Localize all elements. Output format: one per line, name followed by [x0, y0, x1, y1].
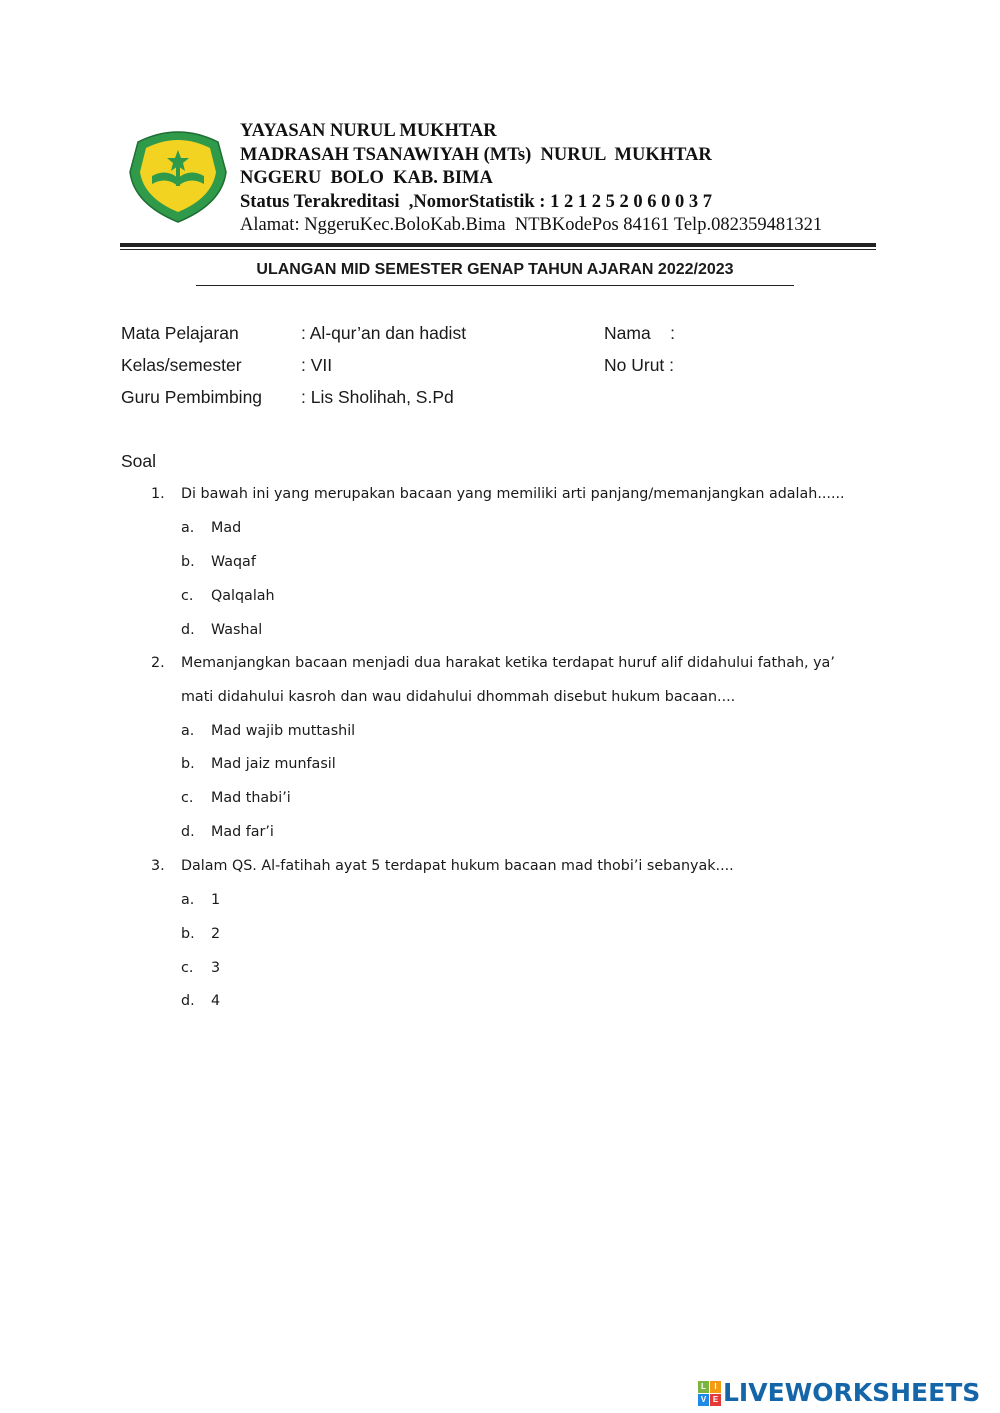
option-letter: d. — [181, 622, 195, 638]
student-number-field[interactable]: No Urut : — [604, 355, 675, 375]
question-number: 2. — [151, 655, 165, 671]
answer-option[interactable]: Mad far’i — [211, 824, 274, 840]
answer-option[interactable]: Mad jaiz munfasil — [211, 756, 336, 772]
question-number: 3. — [151, 858, 165, 874]
liveworksheets-icon: L I V E — [698, 1381, 720, 1405]
answer-option[interactable]: Qalqalah — [211, 588, 275, 604]
option-letter: c. — [181, 960, 194, 976]
option-letter: d. — [181, 993, 195, 1009]
exam-title: ULANGAN MID SEMESTER GENAP TAHUN AJARAN 2022/2023 — [196, 259, 794, 286]
answer-option[interactable]: 4 — [211, 993, 221, 1009]
option-letter: c. — [181, 588, 194, 604]
class-value: : VII — [301, 355, 333, 375]
liveworksheets-brand-text: LIVEWORKSHEETS — [723, 1378, 981, 1407]
question-text: Di bawah ini yang merupakan bacaan yang memiliki arti panjang/memanjangkan adalah...... — [181, 486, 845, 502]
letterhead — [240, 120, 822, 238]
option-letter: a. — [181, 892, 195, 908]
class-label: Kelas/semester — [121, 355, 242, 375]
answer-option[interactable]: Waqaf — [211, 554, 256, 570]
liveworksheets-logo[interactable] — [698, 1378, 980, 1407]
accreditation-status: Status Terakreditasi ,NomorStatistik : 1 2 1 2 5 2 0 6 0 0 3 7 — [240, 191, 712, 212]
option-letter: b. — [181, 756, 195, 772]
option-letter: b. — [181, 554, 195, 570]
option-letter: c. — [181, 790, 194, 806]
option-letter: a. — [181, 520, 195, 536]
student-name-field[interactable]: Nama : — [604, 323, 675, 343]
question-text: mati didahului kasroh dan wau didahului dhommah disebut hukum bacaan.... — [181, 689, 736, 705]
subject-label: Mata Pelajaran — [121, 323, 239, 343]
questions-heading: Soal — [121, 451, 157, 471]
option-letter: d. — [181, 824, 195, 840]
school-logo-icon — [126, 124, 230, 224]
subject-value: : Al-qur’an dan hadist — [301, 323, 467, 343]
answer-option[interactable]: Washal — [211, 622, 263, 638]
letterhead-divider-thin — [120, 249, 876, 250]
question-text: Memanjangkan bacaan menjadi dua harakat ketika terdapat huruf alif didahului fathah, ya’ — [181, 655, 835, 671]
answer-option[interactable]: Mad thabi’i — [211, 790, 291, 806]
option-letter: b. — [181, 926, 195, 942]
option-letter: a. — [181, 723, 195, 739]
school-name: MADRASAH TSANAWIYAH (MTs) NURUL MUKHTAR — [240, 144, 712, 165]
question-number: 1. — [151, 486, 165, 502]
school-location: NGGERU BOLO KAB. BIMA — [240, 168, 493, 188]
foundation-name: YAYASAN NURUL MUKHTAR — [240, 121, 497, 141]
answer-option[interactable]: Mad wajib muttashil — [211, 723, 356, 739]
school-address: Alamat: NggeruKec.BoloKab.Bima NTBKodePos 84161 Telp.082359481321 — [240, 215, 823, 235]
answer-option[interactable]: 1 — [211, 892, 221, 908]
answer-option[interactable]: Mad — [211, 520, 242, 536]
letterhead-divider-thick — [120, 243, 876, 247]
answer-option[interactable]: 3 — [211, 960, 221, 976]
answer-option[interactable]: 2 — [211, 926, 221, 942]
teacher-value: : Lis Sholihah, S.Pd — [301, 387, 454, 407]
teacher-label: Guru Pembimbing — [121, 387, 263, 407]
question-text: Dalam QS. Al-fatihah ayat 5 terdapat hukum bacaan mad thobi’i sebanyak.... — [181, 858, 734, 874]
